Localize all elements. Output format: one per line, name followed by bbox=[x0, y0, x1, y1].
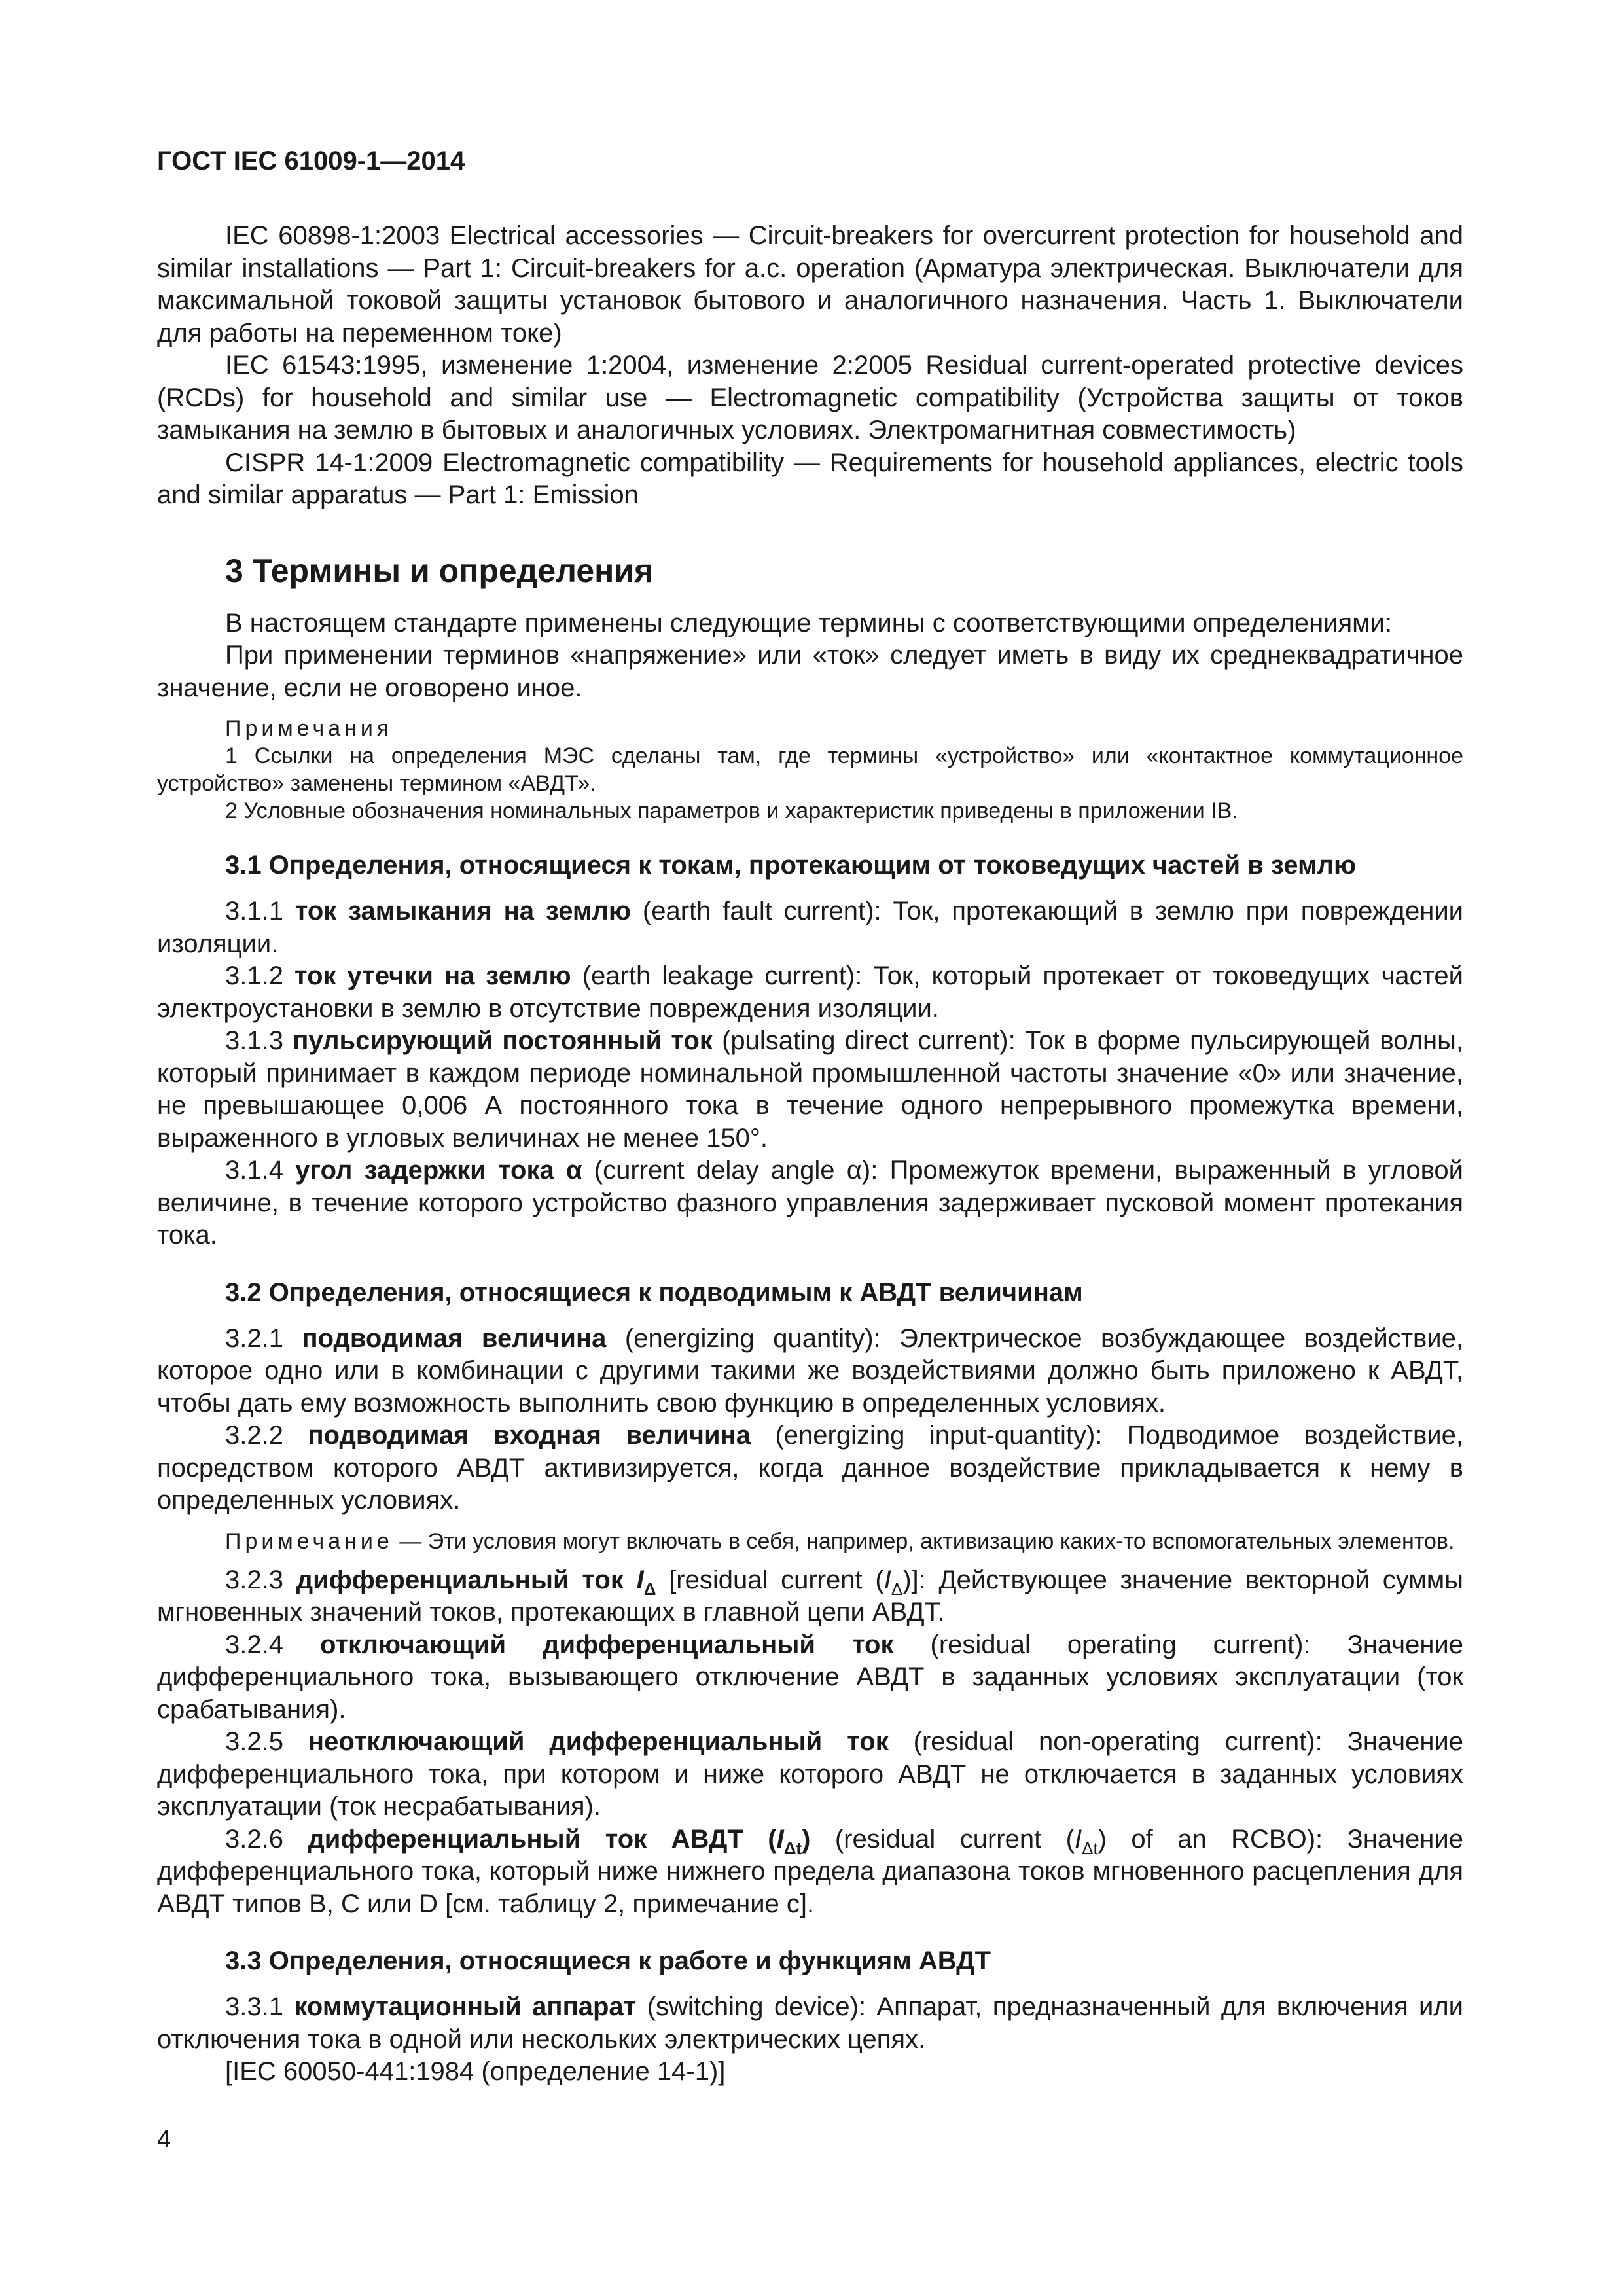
section-3-2-title: 3.2 Определения, относящиеся к подводимым к АВДТ величинам bbox=[225, 1278, 1083, 1307]
definition-3-2-4: 3.2.4 отключающий дифференциальный ток (residual operating current): Значение дифференциального тока, вызывающего отключение АВДТ в заданных условиях эксплуатации (ток срабатывания). bbox=[157, 1630, 1463, 1724]
page-content bbox=[157, 143, 1463, 2089]
notes-title: Примечания bbox=[225, 716, 393, 741]
note-1: 1 Ссылки на определения МЭС сделаны там, где термины «устройство» или «контактное коммутационное устройство» заменены термином «АВДТ». bbox=[157, 744, 1463, 796]
reference-cispr-14: CISPR 14-1:2009 Electromagnetic compatibility — Requirements for household appliances, electric tools and similar apparatus — Part 1: Emission bbox=[157, 448, 1463, 509]
definition-3-1-2: 3.1.2 ток утечки на землю (earth leakage current): Ток, который протекает от токоведущих частей электроустановки в землю в отсутствие повреждения изоляции. bbox=[157, 961, 1464, 1023]
note-2: 2 Условные обозначения номинальных параметров и характеристик приведены в приложении IB. bbox=[225, 798, 1238, 823]
definition-3-1-1: 3.1.1 ток замыкания на землю (earth fault current): Ток, протекающий в землю при повреждении изоляции. bbox=[157, 897, 1464, 958]
section-3-2-note bbox=[157, 1528, 1463, 1555]
reference-iec-61543: IEC 61543:1995, изменение 1:2004, изменение 2:2005 Residual current-operated protective devices (RCDs) for household and similar use — Electromagnetic compatibility (Устройства защиты от токов замыкания на землю в бытовых и аналогичных условиях. Электромагнитная совместимость) bbox=[157, 351, 1463, 444]
section-3-intro-2: При применении терминов «напряжение» или «ток» следует иметь в виду их среднеквадратичное значение, если не оговорено иное. bbox=[157, 641, 1463, 702]
definition-3-2-2: 3.2.2 подводимая входная величина (energizing input-quantity): Подводимое воздействие, посредством которого АВДТ активизируется, когда данное воздействие прикладывается к нему в определенных условиях. bbox=[157, 1421, 1463, 1515]
reference-iec-60898: IEC 60898-1:2003 Electrical accessories — Circuit-breakers for overcurrent protection for household and similar installations — Part 1: Circuit-breakers for a.c. operation (Арматура электрическая. Выключатели для максимальной токовой защиты установок бытового и аналогичного назначения. Часть 1. Выключатели для работы на переменном токе) bbox=[157, 221, 1463, 348]
document-header: ГОСТ IEC 61009-1—2014 bbox=[157, 147, 465, 175]
definition-3-2-6: 3.2.6 дифференциальный ток АВДТ $(I_{\Delta t})$ (residual current $(I_{\Delta t})$ of an RCBO): Значение дифференциального тока, который ниже нижнего предела диапазона токов мгновенного расцепления для АВДТ типов B, C или D [см. таблицу 2, примечание с]. bbox=[157, 1824, 1463, 1918]
note-3-2: Примечание — Эти условия могут включать в себя, например, активизацию каких-то вспомогательных элементов. bbox=[225, 1528, 1455, 1554]
definition-3-2-5: 3.2.5 неотключающий дифференциальный ток (residual non-operating current): Значение дифференциального тока, при котором и ниже которого АВДТ не отключается в заданных условиях эксплуатации (ток несрабатывания). bbox=[157, 1727, 1464, 1821]
section-3-3-title: 3.3 Определения, относящиеся к работе и функциям АВДТ bbox=[225, 1946, 991, 1975]
section-3-1-title: 3.1 Определения, относящиеся к токам, протекающим от токоведущих частей в землю bbox=[225, 851, 1357, 880]
definition-3-1-4: 3.1.4 угол задержки тока α (current delay angle α): Промежуток времени, выраженный в угловой величине, в течение которого устройство фазного управления задерживает пусковой момент протекания тока. bbox=[157, 1156, 1464, 1249]
definition-3-3-1: 3.3.1 коммутационный аппарат (switching device): Аппарат, предназначенный для включения или отключения тока в одной или нескольких электрических цепях. bbox=[157, 1992, 1464, 2054]
definition-3-1-3: 3.1.3 пульсирующий постоянный ток (pulsating direct current): Ток в форме пульсирующей волны, который принимает в каждом периоде номинальной промышленной частоты значение «0» или значение, не превышающее 0,006 А постоянного тока в течение одного непрерывного промежутка времени, выраженного в угловых величинах не менее 150°. bbox=[157, 1026, 1463, 1153]
page-number: 4 bbox=[157, 2126, 171, 2153]
definition-3-2-1: 3.2.1 подводимая величина (energizing quantity): Электрическое возбуждающее воздействие, которое одно или в комбинации с другими такими же воздействиями должно быть приложено к АВДТ, чтобы дать ему возможность выполнить свою функцию в определенных условиях. bbox=[157, 1323, 1463, 1418]
section-3-intro-1: В настоящем стандарте применены следующие термины с соответствующими определениями: bbox=[225, 608, 1393, 637]
section-3-notes bbox=[157, 715, 1463, 825]
definition-3-2-3: 3.2.3 дифференциальный ток $I_\Delta$ [residual current $(I_\Delta)$]: Действующее значение векторной суммы мгновенных значений токов, протекающих в главной цепи АВДТ. bbox=[157, 1565, 1463, 1626]
section-3-title: 3 Термины и определения bbox=[225, 552, 654, 589]
definition-3-3-1-reference: [IEC 60050-441:1984 (определение 14-1)] bbox=[225, 2057, 726, 2086]
